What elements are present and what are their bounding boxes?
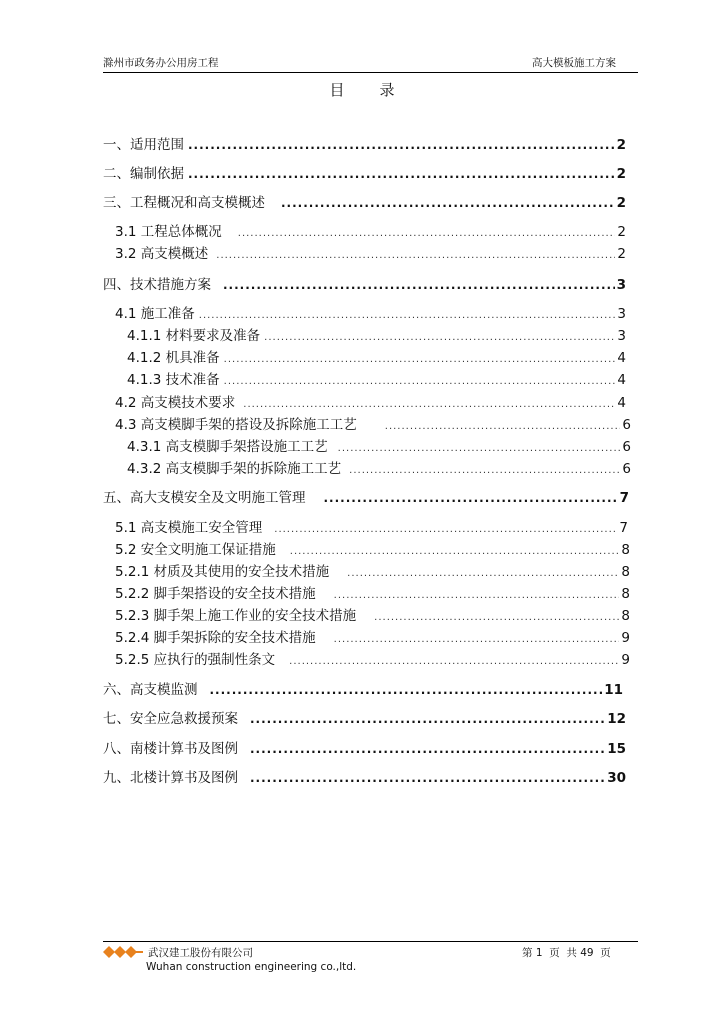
toc-entry-label: 4.2 高支模技术要求 [115,395,236,411]
footer-company-name-en: Wuhan construction engineering co.,ltd. [146,961,357,973]
toc-entry[interactable] [127,324,626,344]
toc-entry[interactable] [103,162,626,182]
toc-entry-label: 一、适用范围 [103,137,184,153]
toc-entry-label: 七、安全应急救援预案 [103,711,238,727]
toc-entry-label: 4.3.2 高支模脚手架的拆除施工工艺 [127,461,342,477]
toc-entry[interactable] [103,273,626,293]
toc-entry-page: 11 [604,682,623,698]
toc-entry-label: 5.2 安全文明施工保证措施 [115,542,276,558]
company-logo-icon [103,945,143,959]
toc-entry[interactable] [103,486,629,506]
toc-entry-label: 六、高支模监测 [103,682,198,698]
toc-entry-label: 三、工程概况和高支模概述 [103,195,265,211]
toc-entry-label: 4.3.1 高支模脚手架搭设施工工艺 [127,439,328,455]
toc-entry-page: 7 [619,520,628,536]
page-header [103,52,638,73]
toc-entry-label: 3.2 高支模概述 [115,246,209,262]
footer-page-info: 第 1 页 共 49 页 [522,947,611,959]
toc-entry[interactable] [115,242,626,262]
toc-entry[interactable] [127,368,626,388]
toc-entry[interactable] [115,516,628,536]
toc-entry[interactable] [103,766,626,786]
toc-entry[interactable] [115,560,630,580]
toc-entry-label: 5.2.5 应执行的强制性条文 [115,652,276,668]
toc-entry-page: 8 [621,542,630,558]
toc-entry[interactable] [103,678,623,698]
toc-entry-page: 30 [607,770,626,786]
toc-entry-label: 4.1 施工准备 [115,306,195,322]
toc-entry[interactable] [115,604,630,624]
toc-title-char-2: 录 [379,81,396,99]
toc-entry[interactable] [115,413,631,433]
toc-entry[interactable] [127,435,631,455]
toc-entry-page: 4 [617,395,626,411]
toc-entry-page: 6 [622,417,631,433]
toc-entry-page: 2 [616,166,626,182]
toc-title [0,79,725,100]
toc-entry-label: 五、高大支模安全及文明施工管理 [103,490,306,506]
footer-company-name: 武汉建工股份有限公司 [148,947,253,959]
toc-entry-label: 九、北楼计算书及图例 [103,770,238,786]
toc-entry-label: 二、编制依据 [103,166,184,182]
toc-entry-label: 5.2.1 材质及其使用的安全技术措施 [115,564,330,580]
toc-entry-label: 八、南楼计算书及图例 [103,741,238,757]
toc-entry[interactable] [103,707,626,727]
toc-entry[interactable] [127,457,631,477]
toc-title-char-1: 目 [329,81,346,99]
toc-entry-page: 6 [622,461,631,477]
toc-entry-label: 5.2.4 脚手架拆除的安全技术措施 [115,630,316,646]
toc-entry-page: 7 [619,490,629,506]
toc-entry-page: 3 [617,306,626,322]
toc-entry-label: 4.3 高支模脚手架的搭设及拆除施工工艺 [115,417,357,433]
toc-entry[interactable] [115,220,626,240]
toc-entry-page: 12 [607,711,626,727]
toc-entry-page: 2 [616,137,626,153]
toc-entry[interactable] [115,302,626,322]
toc-entry-label: 四、技术措施方案 [103,277,211,293]
toc-entry[interactable] [127,346,626,366]
toc-entry-label: 4.1.3 技术准备 [127,372,220,388]
toc-entry-page: 3 [616,277,626,293]
toc-entry[interactable] [103,737,626,757]
footer-divider [103,941,638,942]
toc-entry-page: 4 [617,350,626,366]
toc-entry-page: 6 [622,439,631,455]
toc-entry-label: 4.1.1 材料要求及准备 [127,328,261,344]
toc-entry-page: 9 [621,652,630,668]
toc-entry-page: 2 [617,246,626,262]
toc-entry-label: 3.1 工程总体概况 [115,224,222,240]
toc-entry-label: 4.1.2 机具准备 [127,350,220,366]
toc-entry-page: 8 [621,586,630,602]
toc-entry-label: 5.2.2 脚手架搭设的安全技术措施 [115,586,316,602]
header-project-name: 滁州市政务办公用房工程 [103,57,219,69]
toc-entry[interactable] [115,538,630,558]
toc-entry[interactable] [115,626,630,646]
toc-entry-page: 8 [621,608,630,624]
toc-entry-page: 8 [621,564,630,580]
toc-entry-label: 5.1 高支模施工安全管理 [115,520,263,536]
toc-entry[interactable] [115,648,630,668]
toc-entry-page: 15 [607,741,626,757]
toc-entry-page: 3 [617,328,626,344]
toc-entry-page: 9 [621,630,630,646]
toc-entry-page: 2 [616,195,626,211]
toc-entry[interactable] [115,391,626,411]
toc-entry[interactable] [103,133,626,153]
toc-entry[interactable] [115,582,630,602]
toc-entry-label: 5.2.3 脚手架上施工作业的安全技术措施 [115,608,357,624]
toc-entry-page: 2 [617,224,626,240]
header-document-name: 高大模板施工方案 [532,57,616,69]
toc-entry[interactable] [103,191,626,211]
toc-entry-page: 4 [617,372,626,388]
